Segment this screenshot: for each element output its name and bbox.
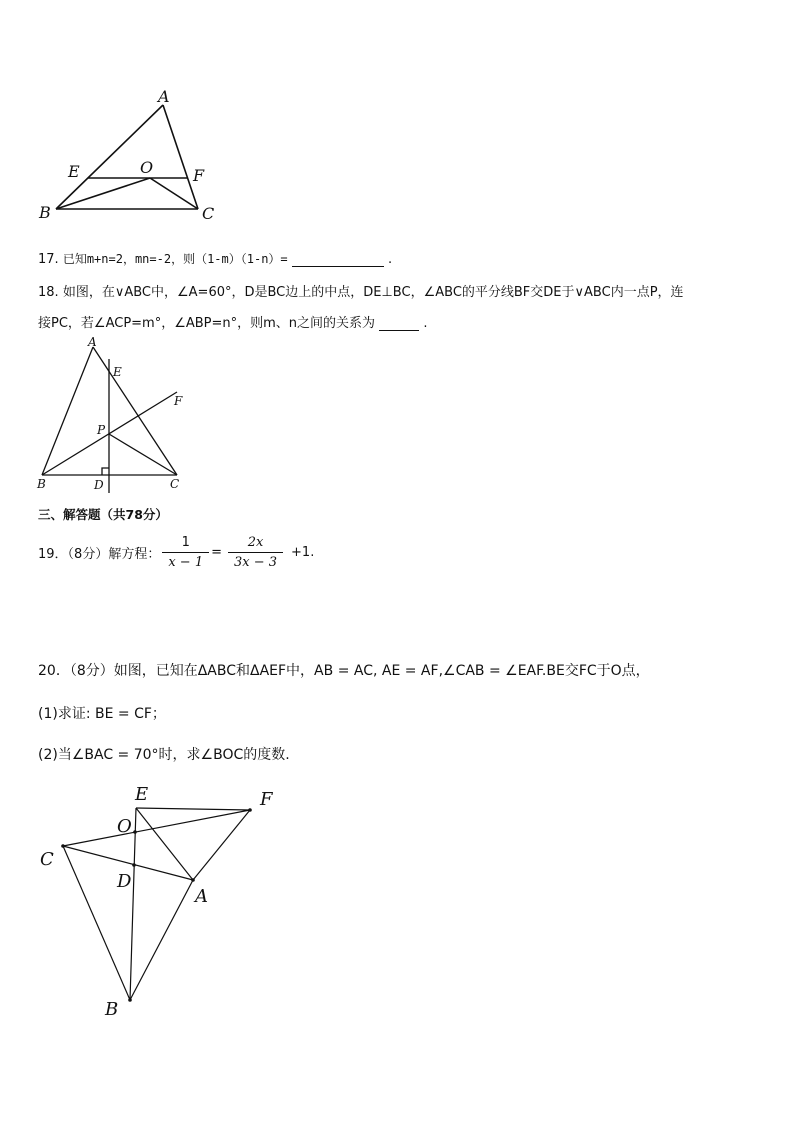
- q19-equals: =: [211, 545, 222, 560]
- q17-number: 17.: [38, 252, 59, 267]
- section-3-title: 三、解答题（共78分）: [38, 507, 168, 522]
- label-d: D: [94, 478, 104, 492]
- segment-ba: [130, 880, 193, 1000]
- label-p: P: [97, 423, 106, 437]
- segment-ab: [56, 105, 163, 209]
- label-e: E: [68, 162, 80, 181]
- point-c: [61, 844, 65, 848]
- label-a: A: [158, 87, 170, 106]
- q19-frac2-numerator: 2x: [228, 535, 283, 553]
- question-17: [38, 250, 392, 267]
- segment-cf: [63, 810, 250, 846]
- segment-ac: [163, 105, 198, 209]
- q17-text: 已知m+n=2，mn=-2，则（1-m）（1-n）=: [62, 252, 288, 266]
- q17-end: .: [387, 252, 393, 267]
- question-20-part2: (2)当∠BAC = 70°时，求∠BOC的度数.: [38, 747, 290, 763]
- segment-cb: [63, 846, 130, 1000]
- label-b: B: [105, 999, 119, 1020]
- q19-tail: +1.: [291, 545, 315, 560]
- q19-fraction-1: [162, 535, 209, 570]
- segment-ef: [136, 808, 250, 810]
- segment-ab: [42, 347, 93, 475]
- label-b: B: [39, 203, 51, 222]
- q19-frac2-denominator: 3x − 3: [234, 555, 278, 570]
- q19-frac1-denominator: x − 1: [168, 555, 204, 570]
- point-d: [132, 863, 136, 867]
- label-d: D: [117, 871, 132, 892]
- segment-oc: [150, 178, 198, 209]
- label-c: C: [40, 849, 54, 870]
- q18-answer-blank[interactable]: [379, 316, 419, 331]
- segment-ea: [136, 808, 193, 880]
- label-f: F: [260, 789, 273, 810]
- label-b: B: [37, 477, 46, 491]
- label-e: E: [113, 365, 122, 379]
- label-f: F: [193, 166, 205, 185]
- label-c: C: [170, 477, 180, 491]
- question-19: [38, 535, 314, 570]
- label-f: F: [174, 394, 183, 408]
- q18-end: .: [423, 316, 428, 331]
- segment-pc: [109, 434, 177, 475]
- point-a: [191, 878, 195, 882]
- q17-answer-blank[interactable]: [292, 252, 384, 267]
- q19-frac1-numerator: 1: [162, 535, 209, 553]
- q18-line1: 如图，在∨ABC中，∠A=60°，D是BC边上的中点，DE⊥BC，∠ABC的平分线BF交DE于∨ABC内一点P，连: [62, 285, 684, 300]
- q19-label: 19．（8分）解方程：: [38, 547, 161, 562]
- label-o: O: [117, 816, 132, 837]
- segment-af: [193, 810, 250, 880]
- q19-fraction-2: [228, 535, 283, 570]
- label-c: C: [202, 204, 215, 223]
- figure-triangle-abc-bisector: [30, 335, 200, 497]
- label-a: A: [195, 886, 208, 907]
- point-o: [133, 830, 137, 834]
- figure-triangle-abc-efo: [30, 85, 230, 230]
- segment-ac: [93, 347, 177, 475]
- q18-line2: 接PC，若∠ACP=m°，∠ABP=n°，则m、n之间的关系为: [38, 316, 376, 331]
- segment-bo: [56, 178, 150, 209]
- label-a: A: [88, 335, 97, 349]
- question-20-line1: 20．（8分）如图，已知在ΔABC和ΔAEF中，AB = AC, AE = AF,∠CAB = ∠EAF.BE交FC于O点，: [38, 663, 650, 679]
- point-f: [248, 808, 252, 812]
- question-18-line2: [38, 312, 427, 331]
- right-angle-mark: [102, 468, 109, 475]
- figure-triangles-abc-aef: [30, 780, 290, 1025]
- label-e: E: [135, 784, 149, 805]
- label-o: O: [140, 158, 154, 177]
- q18-number: 18.: [38, 285, 59, 300]
- question-20-part1: (1)求证: BE = CF；: [38, 706, 166, 722]
- point-b: [128, 998, 132, 1002]
- question-18-line1: [38, 281, 684, 300]
